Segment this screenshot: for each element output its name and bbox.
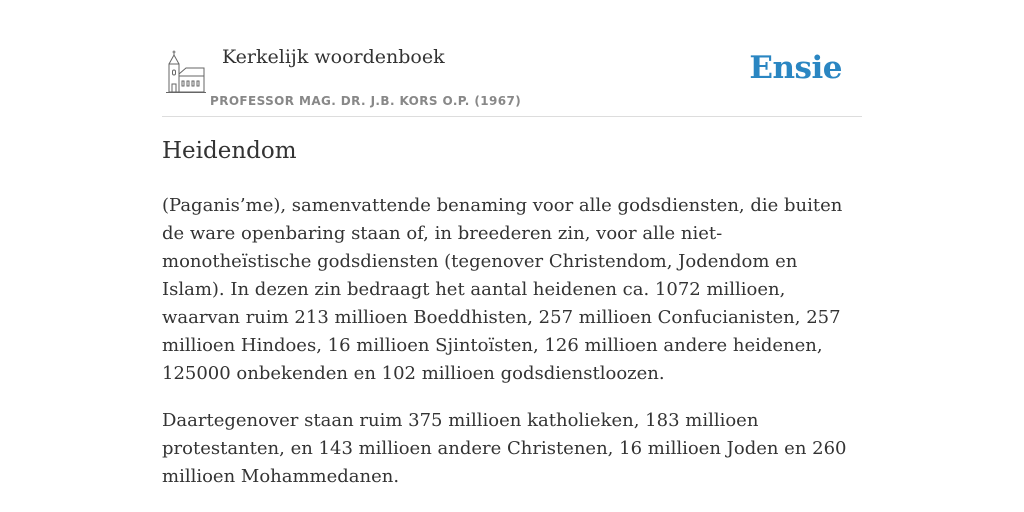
entry-body	[162, 192, 862, 510]
entry-paragraph: (Paganis’me), samenvattende benaming voor alle godsdiensten, die buiten de ware openbaring staan of, in breederen zin, voor alle niet-monotheïstische godsdiensten (tegenover Christendom, Jodendom en Islam). In dezen zin bedraagt het aantal heidenen ca. 1072 millioen, waarvan ruim 213 millioen Boeddhisten, 257 millioen Confucianisten, 257 millioen Hindoes, 16 millioen Sjintoïsten, 126 millioen andere heidenen, 125000 onbekenden en 102 millioen godsdienstloozen.	[162, 195, 843, 384]
entry-title: Heidendom	[162, 138, 297, 164]
book-author: PROFESSOR MAG. DR. J.B. KORS O.P. (1967)	[210, 94, 522, 108]
entry-paragraph: Daartegenover staan ruim 375 millioen katholieken, 183 millioen protestanten, en 143 millioen andere Christenen, 16 millioen Joden en 260 millioen Mohammedanen.	[162, 410, 847, 487]
book-title[interactable]: Kerkelijk woordenboek	[222, 46, 445, 68]
header	[162, 40, 862, 117]
church-icon[interactable]	[166, 50, 206, 94]
ensie-logo-link[interactable]: Ensie	[749, 50, 842, 86]
